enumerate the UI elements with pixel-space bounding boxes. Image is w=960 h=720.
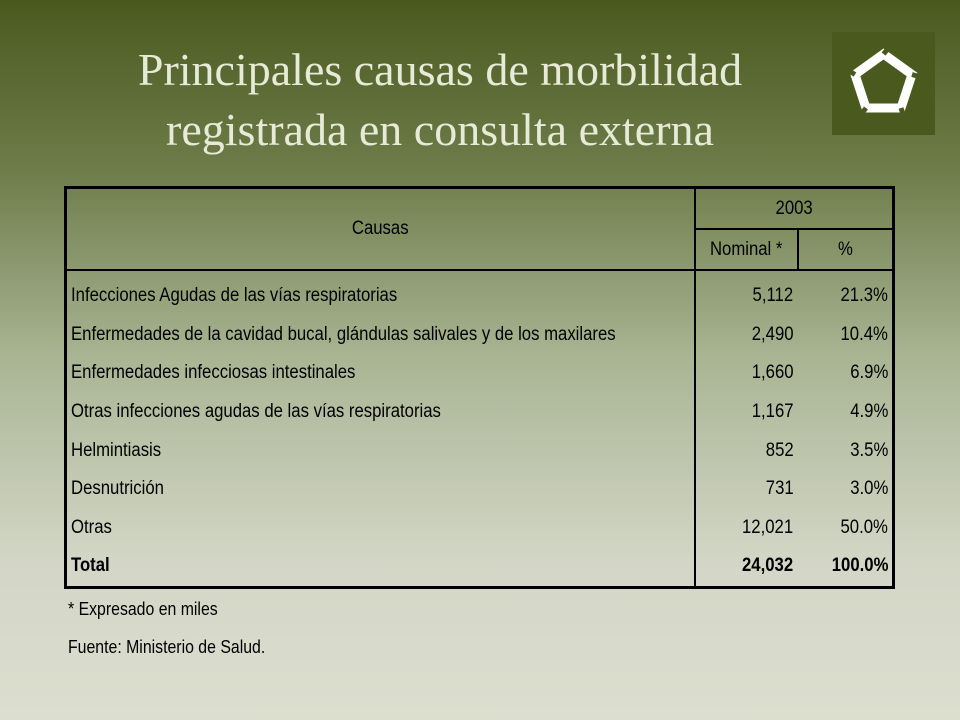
cause-cell: Desnutrición (66, 470, 695, 509)
total-label-cell: Total (66, 547, 695, 587)
nominal-cell: 2,490 (751, 323, 794, 345)
title-line-2: registrada en consulta externa (166, 104, 714, 155)
nominal-cell: 5,112 (752, 285, 794, 307)
total-nominal-cell: 24,032 (742, 555, 794, 577)
footnote: * Expresado en miles (68, 599, 218, 619)
cause-cell: Otras infecciones agudas de las vías respiratorias (66, 393, 695, 432)
total-percent-cell: 100.0% (831, 555, 888, 577)
cause-cell: Otras (66, 509, 695, 548)
table-row (66, 270, 894, 316)
table-row (66, 509, 894, 548)
table-row (66, 393, 894, 432)
percent-cell: 6.9% (849, 362, 888, 384)
pentagon-logo-icon (832, 32, 935, 135)
table-row (66, 431, 894, 470)
percent-cell: 50.0% (840, 516, 888, 538)
nominal-cell: 12,021 (742, 516, 794, 538)
percent-cell: 4.9% (849, 401, 888, 423)
title-line-1: Principales causas de morbilidad (137, 44, 743, 95)
percent-cell: 3.5% (849, 439, 888, 461)
source-note: Fuente: Ministerio de Salud. (68, 637, 266, 657)
nominal-cell: 852 (765, 439, 794, 461)
header-causas: Causas (66, 188, 695, 271)
cause-cell: Helmintiasis (66, 431, 695, 470)
table-row (66, 316, 894, 355)
header-nominal: Nominal * (695, 229, 798, 270)
nominal-cell: 1,167 (751, 401, 794, 423)
morbidity-table (64, 186, 895, 589)
table-row (66, 354, 894, 393)
percent-cell: 21.3% (840, 285, 888, 307)
table-row (66, 470, 894, 509)
table-notes (68, 590, 292, 666)
total-row (66, 547, 894, 587)
percent-cell: 10.4% (840, 323, 888, 345)
cause-cell: Enfermedades de la cavidad bucal, glándulas salivales y de los maxilares (66, 316, 695, 355)
logo (832, 32, 935, 135)
cause-cell: Enfermedades infecciosas intestinales (66, 354, 695, 393)
cause-cell: Infecciones Agudas de las vías respiratorias (66, 270, 695, 316)
table-header-row (66, 188, 894, 230)
slide-title (60, 40, 820, 160)
nominal-cell: 1,660 (751, 362, 794, 384)
percent-cell: 3.0% (849, 478, 888, 500)
nominal-cell: 731 (765, 478, 794, 500)
header-year: 2003 (695, 188, 894, 230)
header-percent: % (798, 229, 894, 270)
